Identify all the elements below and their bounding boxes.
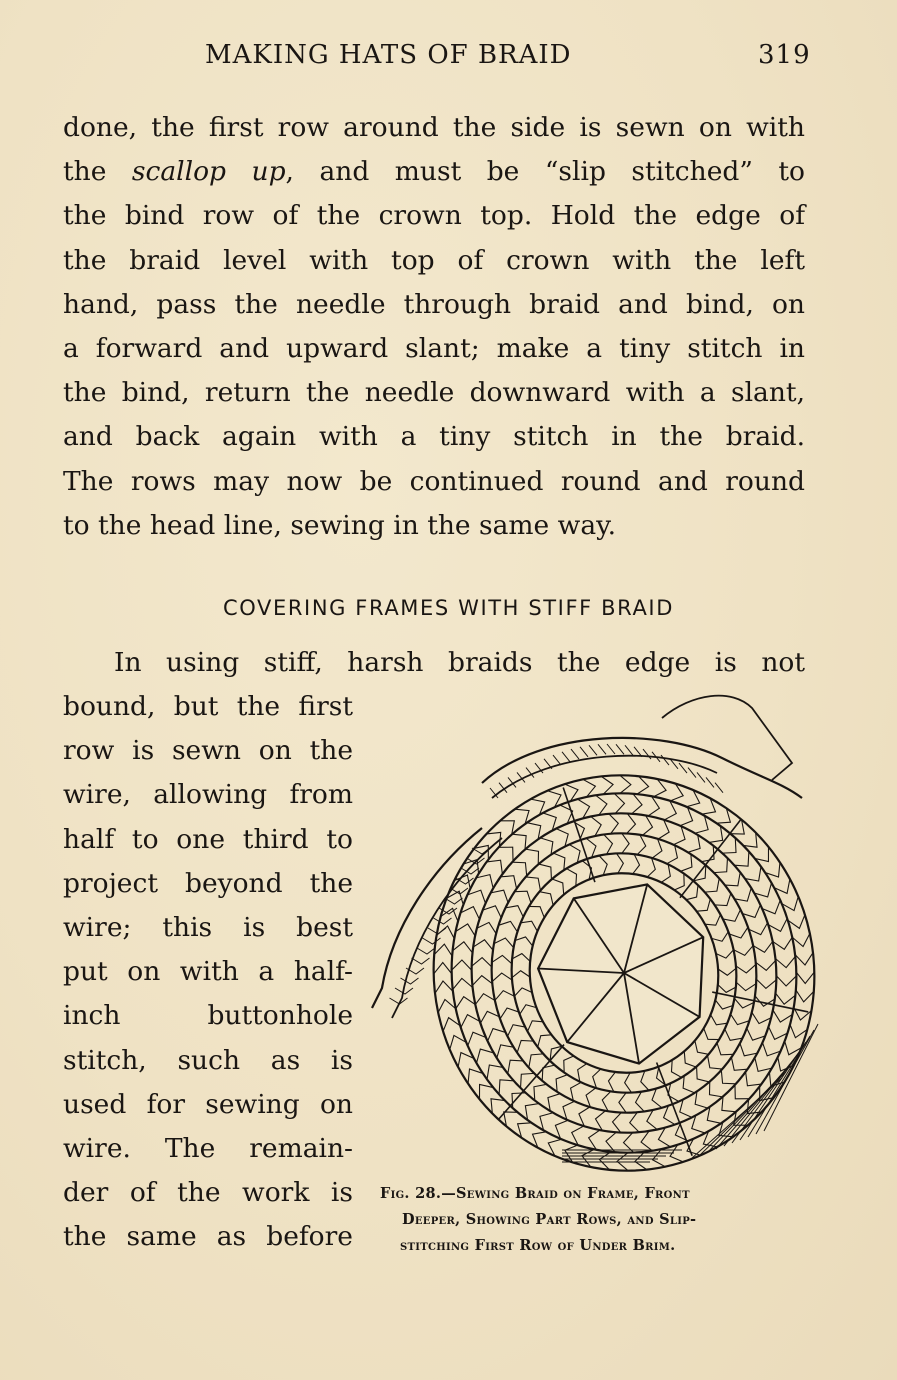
braid-stitch [711, 1012, 728, 1027]
shade-hatch [764, 1024, 818, 1131]
braid-stitch [747, 1025, 766, 1041]
braid-stitch [756, 975, 777, 990]
braid-stitch [515, 889, 531, 906]
caption-line: Fig. 28.—Sewing Braid on Frame, Front [380, 1185, 690, 1202]
braid-stitch [591, 815, 603, 836]
braid-stitch [578, 797, 592, 819]
text-line: the bind row of the crown top. Hold the edge of [63, 200, 805, 232]
braid-stitch [685, 835, 701, 852]
braid-stitch [756, 958, 778, 972]
strand-stitch [589, 745, 597, 755]
hat-frame-engraving [362, 688, 832, 1178]
braid-stitch [695, 1065, 710, 1085]
braid-stitch [493, 937, 513, 952]
braid-stitch [736, 978, 757, 992]
braid-stitch [583, 777, 597, 797]
text-line: used for sewing on [63, 1088, 353, 1120]
braid-stitch [525, 1103, 542, 1120]
caption-line: Deeper, Showing Part Rows, and Slip- [402, 1211, 697, 1228]
strand-stitch [688, 768, 696, 778]
braid-stitch [607, 1072, 619, 1092]
braid-stitch [547, 1094, 563, 1111]
braid-stitch [622, 1133, 637, 1155]
braid-stitch [617, 1093, 630, 1114]
strand-stitch [571, 749, 579, 759]
text-line: wire, allowing from [63, 779, 353, 811]
braid-stitch [736, 962, 757, 975]
braid-stitch [491, 954, 512, 968]
braid-stitch [762, 1039, 780, 1056]
braid-stitch [649, 838, 663, 858]
braid-stitch [521, 920, 538, 935]
braid-stitch [561, 1056, 576, 1072]
text-line: project beyond the [63, 867, 353, 899]
strand-stitch [562, 752, 570, 762]
text-line: row is sewn on the [63, 735, 353, 767]
braid-stitch [451, 977, 473, 992]
braid-stitch [532, 1084, 549, 1100]
braid-stitch [465, 1066, 484, 1083]
italic-phrase: scallop up [131, 156, 286, 188]
braid-stitch [716, 950, 735, 960]
braid-stitch [436, 998, 456, 1013]
braid-stitch [753, 941, 774, 954]
strand-stitch [679, 763, 687, 773]
braid-stitch [692, 816, 709, 834]
braid-stitch [753, 847, 772, 864]
text-line: bound, but the first [63, 691, 353, 722]
braid-stitch [487, 859, 504, 877]
braid-stitch [663, 845, 678, 863]
strand-stitch [661, 755, 669, 765]
figure-caption [380, 1181, 820, 1259]
strand-stitch [607, 744, 615, 754]
braid-stitch [715, 997, 733, 1010]
text-fragment: , and must be “slip stitched” to [285, 156, 805, 188]
strand-stitch [553, 755, 561, 765]
braid-stitch [671, 874, 686, 890]
braid-stitch [501, 874, 517, 891]
braid-stitch [552, 877, 565, 896]
text-line: der of the work is [63, 1177, 353, 1209]
braid-stitch [639, 1131, 653, 1153]
braid-stitch [472, 938, 493, 953]
text-line: done, the first row around the side is sewn on with [63, 112, 805, 143]
braid-stitch [450, 958, 472, 974]
braid-stitch [585, 1088, 599, 1108]
braid-stitch [731, 1055, 747, 1072]
braid-stitch [470, 956, 491, 971]
text-line: inch buttonhole [63, 1000, 353, 1032]
braid-stitch [740, 1040, 757, 1056]
braid-stitch [602, 833, 614, 854]
braid-stitch [725, 1026, 743, 1042]
braid-stitch [706, 826, 723, 843]
braid-stitch [718, 981, 737, 994]
text-line: to the head line, sewing in the same way. [63, 509, 617, 541]
braid-stitch [729, 927, 750, 940]
text-line: wire; this is best [63, 912, 353, 944]
braid-stitch [595, 793, 609, 815]
text-line: a forward and upward slant; make a tiny stitch in [63, 333, 805, 365]
braid-stitch [498, 920, 517, 935]
braid-stitch [540, 1113, 557, 1131]
strand-stitch [625, 745, 633, 755]
braid-stitch [473, 992, 494, 1005]
text-fragment: the [63, 156, 107, 188]
braid-stitch [529, 904, 544, 920]
braid-stitch [717, 1040, 733, 1057]
braid-stitch [658, 864, 672, 882]
strand-stitch [598, 744, 606, 754]
braid-stitch [628, 1112, 642, 1133]
paragraph-2-column [63, 685, 353, 1260]
braid-stitch [511, 969, 530, 981]
text-line: wire. The remain- [63, 1133, 353, 1165]
text-line: the braid level with top of crown with the left [63, 244, 805, 276]
text-line: put on with a half- [63, 956, 353, 988]
braid-stitch [611, 792, 626, 814]
braid-stitch [614, 852, 625, 873]
braid-stitch [644, 858, 657, 877]
braid-strand [482, 738, 802, 798]
braid-stitch [795, 951, 815, 967]
text-line-with-italic [63, 150, 805, 194]
text-line: In using stiff, harsh braids the edge is not [114, 647, 805, 678]
section-heading: COVERING FRAMES WITH STIFF BRAID [223, 596, 674, 620]
hanging-stitch [390, 998, 408, 1004]
shade-hatch [740, 1042, 806, 1140]
running-title: MAKING HATS OF BRAID [205, 40, 572, 70]
braid-stitch [513, 986, 532, 996]
braid-stitch [600, 774, 615, 794]
hanging-stitch [412, 958, 430, 964]
braid-stitch [500, 818, 517, 836]
thread-loop [662, 696, 792, 780]
text-line: hand, pass the needle through braid and bind, on [63, 288, 805, 320]
braid-stitch [586, 837, 598, 858]
braid-stitch [764, 862, 783, 879]
braid-stitch [618, 832, 631, 853]
braid-stitch [734, 946, 755, 958]
braid-stitch [718, 965, 737, 977]
braid-stitch [773, 937, 795, 951]
braid-stitch [476, 875, 493, 892]
text-line: the same as before [63, 1221, 353, 1253]
braid-stitch [731, 1011, 750, 1026]
braid-stitch [576, 1064, 590, 1082]
braid-stitch [454, 995, 476, 1009]
braid-stitch [755, 1055, 772, 1072]
hanging-stitch [417, 948, 435, 954]
braid-stitch [526, 874, 541, 892]
paragraph-2-first-line [114, 641, 805, 685]
text-line: half to one third to [63, 823, 353, 855]
braid-stitch [482, 905, 501, 921]
strand-stitch [715, 783, 723, 793]
crown-top [538, 884, 703, 1063]
caption-line: stitching First Row of Under Brim. [400, 1237, 676, 1254]
braid-stitch [623, 1073, 634, 1094]
text-line: and back again with a tiny stitch in the braid. [63, 421, 805, 453]
hanging-stitch [434, 918, 452, 924]
braid-stitch [591, 1069, 604, 1088]
braid-stitch [623, 812, 637, 833]
shade-hatch [756, 1030, 814, 1134]
braid-stitch [745, 1069, 762, 1087]
braid-stitch [607, 812, 621, 833]
braid-stitch [683, 1050, 696, 1069]
braid-stitch [776, 972, 798, 988]
braid-stitch [704, 1026, 719, 1042]
braid-stitch [433, 979, 453, 995]
text-line: The rows may now be continued round and round [63, 465, 805, 497]
page-number: 319 [758, 40, 811, 70]
hanging-stitch [401, 978, 419, 984]
braid-stitch [491, 971, 512, 984]
braid-stitch [695, 1038, 709, 1056]
braid-stitch [511, 952, 530, 965]
strand-stitch [580, 747, 588, 757]
braid-stitch [539, 890, 553, 908]
braid-stitch [633, 834, 647, 855]
braid-stitch [650, 1088, 662, 1109]
braid-stitch [505, 905, 523, 921]
braid-stitch [471, 974, 493, 988]
strand-stitch [643, 749, 651, 759]
braid-stitch [601, 1091, 615, 1112]
paragraph-1 [63, 106, 805, 548]
braid-stitch [634, 1092, 646, 1113]
braid-stitch [498, 1006, 519, 1019]
running-head [0, 38, 897, 78]
braid-stitch [539, 862, 554, 882]
braid-stitch [629, 854, 641, 874]
braid-stitch [639, 1071, 649, 1092]
braid-stitch [611, 1113, 625, 1134]
braid-stitch [477, 1082, 496, 1099]
braid-stitch [678, 854, 694, 871]
braid-stitch [775, 954, 797, 969]
braid-stitch [491, 890, 508, 906]
strand-stitch [616, 744, 624, 754]
braid-stitch [707, 1053, 722, 1071]
braid-stitch [599, 854, 609, 875]
text-line: stitch, such as is [63, 1044, 353, 1076]
braid-stitch [645, 1110, 657, 1131]
braid-stitch [540, 1065, 558, 1081]
braid-stitch [670, 826, 686, 845]
braid-stitch [792, 933, 812, 948]
braid-stitch [684, 885, 701, 900]
braid-stitch [562, 1101, 578, 1120]
braid-stitch [493, 989, 514, 1001]
strand-stitch [706, 777, 714, 787]
strand-stitch [697, 772, 705, 782]
braid-stitch [656, 1127, 670, 1149]
braid-stitch [467, 890, 485, 907]
braid-stitch [515, 936, 533, 949]
hanging-stitch [423, 938, 441, 944]
text-line: the bind, return the needle downward with a slant, [63, 377, 805, 409]
braid-hat-frame-illustration [362, 688, 832, 1178]
braid-stitch [554, 1075, 570, 1092]
braid-stitch [570, 1082, 585, 1100]
shade-hatch [732, 1048, 802, 1143]
